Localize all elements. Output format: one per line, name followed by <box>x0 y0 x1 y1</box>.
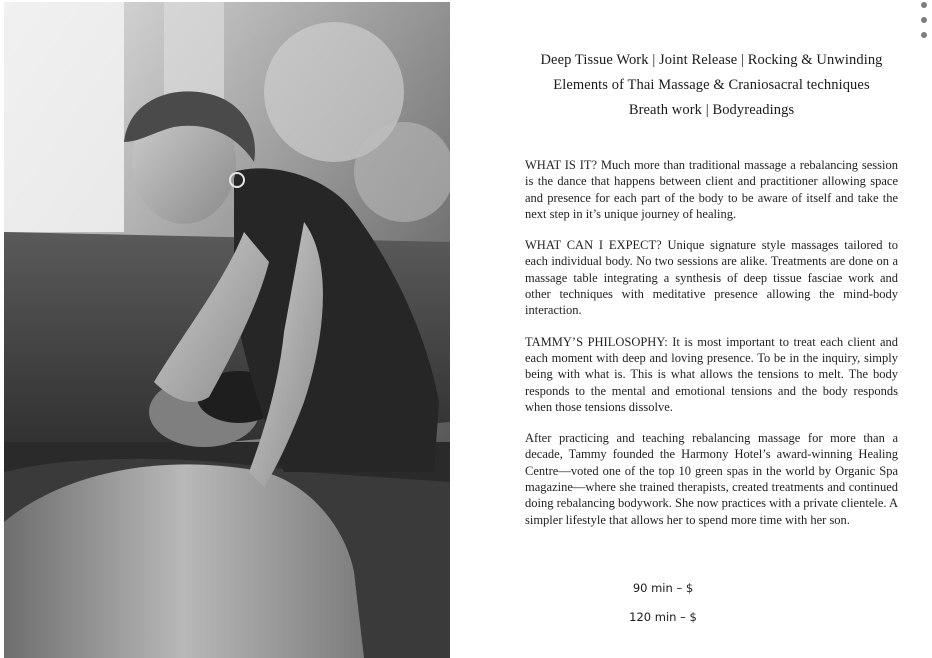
massage-photo-illustration <box>4 2 450 658</box>
paragraph-what-is-it: WHAT IS IT? Much more than traditional massage a rebalancing session is the dance that happens between client and practitioner allowing space and presence for each part of the body to be aware of itself and take the next step in it’s unique journey of healing. <box>525 158 898 221</box>
headline-line: Deep Tissue Work | Joint Release | Rocking & Unwinding <box>540 52 883 68</box>
paragraph-what-to-expect: WHAT CAN I EXPECT? Unique signature style massages tailored to each individual body. No two sessions are alike. Treatments are done on a massage table integrating a synthesis of deep tissue fasciae work and other techniques with meditative presence allowing the mind-body interaction. <box>525 238 898 318</box>
more-vertical-icon[interactable] <box>918 2 930 38</box>
menu-dot <box>921 32 927 38</box>
menu-dot <box>921 2 927 8</box>
price-list <box>525 578 801 636</box>
description-column <box>525 48 898 543</box>
headline-line: Breath work | Bodyreadings <box>628 102 795 118</box>
headline-line: Elements of Thai Massage & Craniosacral techniques <box>553 77 870 93</box>
menu-dot <box>921 17 927 23</box>
price-90-min: 90 min – $ <box>632 581 694 595</box>
paragraph-biography: After practicing and teaching rebalancing massage for more than a decade, Tammy founded the Harmony Hotel’s award-winning Healing Centre—voted one of the top 10 green spas in the world by Organic Spa magazine—where she trained therapists, created treatments and continued doing rebalancing bodywork. She now practices with a private clientele. A simpler lifestyle that allows her to spend more time with her son. <box>525 431 898 527</box>
price-120-min: 120 min – $ <box>629 610 697 624</box>
massage-photo <box>4 2 450 658</box>
services-headline <box>525 48 898 123</box>
paragraph-philosophy: TAMMY’S PHILOSOPHY: It is most important to treat each client and each moment with deep and loving presence. To be in the inquiry, simply being with what is. This is what allows the tensions to melt. The body responds to the mental and emotional tensions and the body responds when those tensions dissolve. <box>525 334 898 414</box>
